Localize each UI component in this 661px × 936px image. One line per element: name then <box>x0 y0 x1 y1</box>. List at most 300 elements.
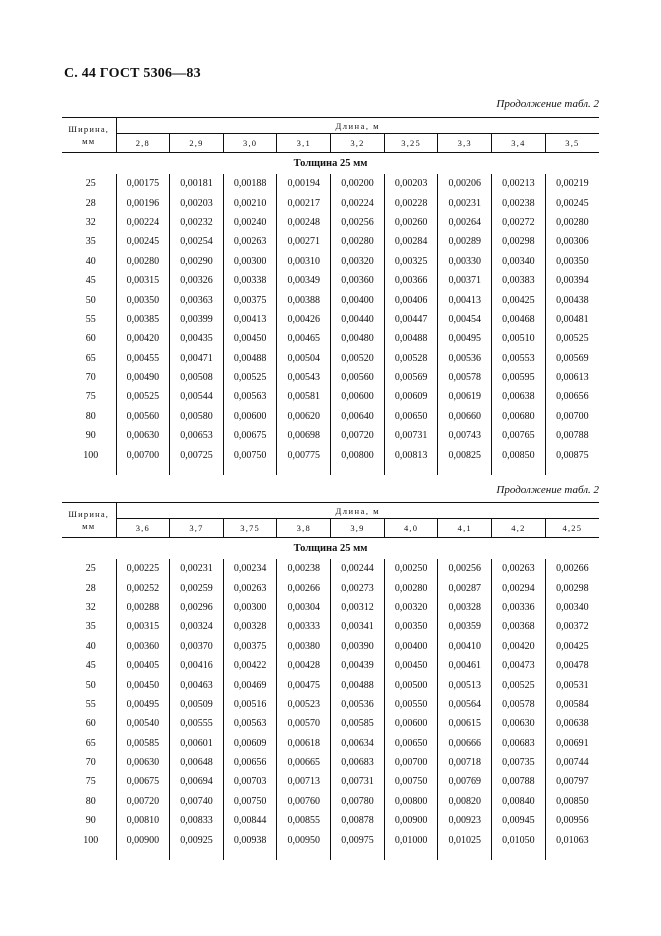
volume-cell: 0,00461 <box>438 656 492 675</box>
volume-cell: 0,00290 <box>170 252 224 271</box>
table-row <box>62 772 599 791</box>
volume-cell: 0,00945 <box>492 811 546 830</box>
volume-cell: 0,00844 <box>223 811 277 830</box>
volume-cell: 0,00694 <box>170 772 224 791</box>
volume-cell: 0,00288 <box>116 598 170 617</box>
volume-cell: 0,00950 <box>277 830 331 849</box>
volume-cell: 0,00203 <box>170 193 224 212</box>
volume-cell: 0,00471 <box>170 349 224 368</box>
volume-cell: 0,00560 <box>116 407 170 426</box>
volume-cell: 0,00656 <box>556 391 589 403</box>
volume-cell: 0,00370 <box>170 637 224 656</box>
table-row <box>62 213 599 232</box>
volume-cell: 0,00525 <box>116 387 170 406</box>
volume-cell: 0,00520 <box>331 349 385 368</box>
volume-cell: 0,00525 <box>492 675 546 694</box>
volume-cell: 0,00400 <box>384 637 438 656</box>
table-row <box>62 174 599 193</box>
table-row <box>62 617 599 636</box>
volume-cell: 0,00609 <box>223 734 277 753</box>
length-value-header: 3,8 <box>277 519 331 538</box>
volume-cell: 0,00775 <box>277 445 331 464</box>
width-cell: 32 <box>62 213 116 232</box>
volume-cell: 0,00368 <box>492 617 546 636</box>
volume-cell: 0,00210 <box>223 193 277 212</box>
table-row <box>62 559 599 578</box>
volume-cell: 0,00300 <box>223 252 277 271</box>
volume-cell: 0,00513 <box>438 675 492 694</box>
volume-cell: 0,00731 <box>331 772 385 791</box>
volume-cell: 0,00228 <box>384 193 438 212</box>
volume-cell: 0,00544 <box>170 387 224 406</box>
table-row <box>62 271 599 290</box>
volume-cell: 0,00473 <box>492 656 546 675</box>
volume-cell: 0,00203 <box>384 174 438 193</box>
volume-cell: 0,00238 <box>277 559 331 578</box>
volume-cell: 0,00500 <box>384 675 438 694</box>
volume-cell: 0,00744 <box>556 757 589 769</box>
volume-cell: 0,00820 <box>438 792 492 811</box>
volume-cell: 0,00797 <box>556 776 589 788</box>
volume-cell: 0,00564 <box>438 695 492 714</box>
volume-cell: 0,00200 <box>331 174 385 193</box>
table-row <box>62 329 599 348</box>
volume-cell: 0,00495 <box>116 695 170 714</box>
volume-cell: 0,00399 <box>170 310 224 329</box>
volume-cell: 0,00630 <box>492 714 546 733</box>
volume-cell: 0,00833 <box>170 811 224 830</box>
width-cell: 90 <box>62 426 116 445</box>
volume-cell: 0,00563 <box>223 714 277 733</box>
volume-cell: 0,00850 <box>556 795 589 807</box>
volume-cell: 0,00406 <box>384 290 438 309</box>
volume-cell: 0,00326 <box>170 271 224 290</box>
volume-cell: 0,00504 <box>277 349 331 368</box>
volume-cell: 0,00825 <box>438 445 492 464</box>
volume-cell: 0,00536 <box>331 695 385 714</box>
volume-cell: 0,00713 <box>277 772 331 791</box>
volume-cell: 0,00648 <box>170 753 224 772</box>
volume-cell: 0,00488 <box>331 675 385 694</box>
page-header: С. 44 ГОСТ 5306—83 <box>64 66 201 81</box>
volume-cell: 0,00550 <box>384 695 438 714</box>
volume-cell: 0,00238 <box>492 193 546 212</box>
volume-cell: 0,00465 <box>277 329 331 348</box>
width-cell: 45 <box>62 656 116 675</box>
table-row <box>62 407 599 426</box>
volume-cell: 0,00438 <box>556 294 589 306</box>
width-cell: 45 <box>62 271 116 290</box>
volume-cell: 0,00938 <box>223 830 277 849</box>
table-row <box>62 578 599 597</box>
volume-cell: 0,00272 <box>492 213 546 232</box>
length-header: Длина, м <box>116 503 599 519</box>
width-cell: 80 <box>62 407 116 426</box>
length-value-header: 4,0 <box>384 519 438 538</box>
volume-cell: 0,00569 <box>556 352 589 364</box>
width-cell: 60 <box>62 329 116 348</box>
table-row <box>62 193 599 212</box>
table-row <box>62 753 599 772</box>
length-value-header: 4,25 <box>545 519 599 538</box>
volume-cell: 0,00280 <box>556 216 589 228</box>
volume-cell: 0,00698 <box>277 426 331 445</box>
volume-cell: 0,00244 <box>331 559 385 578</box>
volume-cell: 0,00581 <box>277 387 331 406</box>
volume-cell: 0,00304 <box>277 598 331 617</box>
volume-cell: 0,00450 <box>384 656 438 675</box>
width-cell: 35 <box>62 617 116 636</box>
volume-cell: 0,00298 <box>492 232 546 251</box>
volume-cell: 0,00743 <box>438 426 492 445</box>
volume-cell: 0,00638 <box>556 718 589 730</box>
volume-cell: 0,00260 <box>384 213 438 232</box>
length-value-header: 4,1 <box>438 519 492 538</box>
volume-cell: 0,00315 <box>116 617 170 636</box>
volume-cell: 0,00810 <box>116 811 170 830</box>
volume-cell: 0,00800 <box>384 792 438 811</box>
volume-cell: 0,00450 <box>223 329 277 348</box>
volume-cell: 0,00263 <box>223 232 277 251</box>
volume-cell: 0,00480 <box>331 329 385 348</box>
volume-cell: 0,00363 <box>170 290 224 309</box>
width-cell: 32 <box>62 598 116 617</box>
volume-cell: 0,00360 <box>331 271 385 290</box>
volume-cell: 0,00420 <box>116 329 170 348</box>
volume-cell: 0,00360 <box>116 637 170 656</box>
volume-cell: 0,00420 <box>492 637 546 656</box>
volume-cell: 0,00271 <box>277 232 331 251</box>
volume-cell: 0,00620 <box>277 407 331 426</box>
length-values-row <box>62 519 599 538</box>
volume-cell: 0,00336 <box>492 598 546 617</box>
volume-cell: 0,00691 <box>556 737 589 749</box>
volume-cell: 0,00666 <box>438 734 492 753</box>
volume-cell: 0,00585 <box>116 734 170 753</box>
width-column-header: Ширина, мм <box>62 118 116 153</box>
width-cell: 70 <box>62 368 116 387</box>
volume-cell: 0,00510 <box>492 329 546 348</box>
volume-cell: 0,00900 <box>116 830 170 849</box>
volume-cell: 0,00731 <box>384 426 438 445</box>
volume-cell: 0,00188 <box>223 174 277 193</box>
volume-cell: 0,00543 <box>277 368 331 387</box>
volume-cell: 0,00540 <box>116 714 170 733</box>
volume-cell: 0,00923 <box>438 811 492 830</box>
volume-cell: 0,00266 <box>277 578 331 597</box>
volume-cell: 0,00555 <box>170 714 224 733</box>
table-row <box>62 290 599 309</box>
volume-cell: 0,00294 <box>492 578 546 597</box>
volume-table-2 <box>62 502 599 860</box>
volume-cell: 0,00780 <box>331 792 385 811</box>
volume-cell: 0,00481 <box>556 313 589 325</box>
table-row <box>62 675 599 694</box>
table-row <box>62 811 599 830</box>
volume-cell: 0,00536 <box>438 349 492 368</box>
volume-cell: 0,00422 <box>223 656 277 675</box>
volume-cell: 0,00234 <box>223 559 277 578</box>
volume-cell: 0,00528 <box>384 349 438 368</box>
width-cell: 90 <box>62 811 116 830</box>
volume-cell: 0,00405 <box>116 656 170 675</box>
volume-cell: 0,00245 <box>116 232 170 251</box>
volume-cell: 0,00516 <box>223 695 277 714</box>
width-cell: 28 <box>62 578 116 597</box>
volume-cell: 0,00523 <box>277 695 331 714</box>
volume-cell: 0,00219 <box>556 178 589 190</box>
volume-cell: 0,00328 <box>223 617 277 636</box>
volume-cell: 0,00312 <box>331 598 385 617</box>
volume-cell: 0,00413 <box>223 310 277 329</box>
volume-cell: 0,00380 <box>277 637 331 656</box>
volume-cell: 0,01025 <box>438 830 492 849</box>
volume-cell: 0,00570 <box>277 714 331 733</box>
volume-cell: 0,00840 <box>492 792 546 811</box>
volume-cell: 0,00740 <box>170 792 224 811</box>
width-cell: 35 <box>62 232 116 251</box>
volume-cell: 0,00372 <box>556 621 589 633</box>
volume-cell: 0,00490 <box>116 368 170 387</box>
volume-cell: 0,00875 <box>556 449 589 461</box>
volume-cell: 0,00280 <box>116 252 170 271</box>
volume-cell: 0,00720 <box>331 426 385 445</box>
volume-cell: 0,00366 <box>384 271 438 290</box>
volume-cell: 0,00509 <box>170 695 224 714</box>
volume-cell: 0,00280 <box>331 232 385 251</box>
volume-cell: 0,00263 <box>492 559 546 578</box>
volume-cell: 0,00231 <box>170 559 224 578</box>
volume-cell: 0,00600 <box>384 714 438 733</box>
volume-cell: 0,00601 <box>170 734 224 753</box>
volume-cell: 0,00248 <box>277 213 331 232</box>
volume-cell: 0,00447 <box>384 310 438 329</box>
length-value-header: 3,75 <box>223 519 277 538</box>
volume-cell: 0,00718 <box>438 753 492 772</box>
length-value-header: 3,9 <box>331 519 385 538</box>
volume-cell: 0,00615 <box>438 714 492 733</box>
volume-cell: 0,00388 <box>277 290 331 309</box>
volume-cell: 0,00618 <box>277 734 331 753</box>
volume-cell: 0,00213 <box>492 174 546 193</box>
volume-cell: 0,00488 <box>384 329 438 348</box>
volume-cell: 0,00280 <box>384 578 438 597</box>
volume-cell: 0,00595 <box>492 368 546 387</box>
volume-cell: 0,00600 <box>223 407 277 426</box>
volume-cell: 0,00435 <box>170 329 224 348</box>
length-value-header: 3,3 <box>438 134 492 153</box>
volume-cell: 0,00675 <box>116 772 170 791</box>
volume-cell: 0,00426 <box>277 310 331 329</box>
width-column-header: Ширина, мм <box>62 503 116 538</box>
volume-cell: 0,00330 <box>438 252 492 271</box>
volume-cell: 0,00525 <box>556 333 589 345</box>
volume-cell: 0,00375 <box>223 637 277 656</box>
volume-cell: 0,00720 <box>116 792 170 811</box>
volume-cell: 0,00769 <box>438 772 492 791</box>
volume-cell: 0,00338 <box>223 271 277 290</box>
volume-cell: 0,00196 <box>116 193 170 212</box>
width-cell: 65 <box>62 734 116 753</box>
volume-cell: 0,00175 <box>116 174 170 193</box>
volume-cell: 0,00340 <box>556 601 589 613</box>
volume-cell: 0,00700 <box>556 410 589 422</box>
length-value-header: 3,4 <box>492 134 546 153</box>
volume-cell: 0,00325 <box>384 252 438 271</box>
volume-cell: 0,01063 <box>556 834 589 846</box>
volume-cell: 0,00813 <box>384 445 438 464</box>
volume-cell: 0,00254 <box>170 232 224 251</box>
volume-cell: 0,00284 <box>384 232 438 251</box>
volume-cell: 0,00700 <box>116 445 170 464</box>
volume-cell: 0,00224 <box>331 193 385 212</box>
volume-cell: 0,00289 <box>438 232 492 251</box>
volume-cell: 0,00306 <box>556 236 589 248</box>
width-cell: 100 <box>62 830 116 849</box>
volume-cell: 0,00315 <box>116 271 170 290</box>
volume-cell: 0,00287 <box>438 578 492 597</box>
width-cell: 100 <box>62 445 116 464</box>
volume-cell: 0,00428 <box>277 656 331 675</box>
volume-cell: 0,00956 <box>556 815 589 827</box>
volume-cell: 0,00425 <box>556 640 589 652</box>
volume-cell: 0,00585 <box>331 714 385 733</box>
volume-cell: 0,00245 <box>556 197 589 209</box>
width-cell: 50 <box>62 290 116 309</box>
volume-cell: 0,00650 <box>384 407 438 426</box>
width-cell: 55 <box>62 695 116 714</box>
volume-cell: 0,00250 <box>384 559 438 578</box>
volume-cell: 0,00665 <box>277 753 331 772</box>
volume-cell: 0,00400 <box>331 290 385 309</box>
volume-cell: 0,00324 <box>170 617 224 636</box>
volume-cell: 0,00468 <box>492 310 546 329</box>
volume-cell: 0,00232 <box>170 213 224 232</box>
volume-cell: 0,00469 <box>223 675 277 694</box>
length-value-header: 2,8 <box>116 134 170 153</box>
volume-cell: 0,00475 <box>277 675 331 694</box>
width-cell: 25 <box>62 174 116 193</box>
volume-cell: 0,00359 <box>438 617 492 636</box>
volume-cell: 0,00225 <box>116 559 170 578</box>
table-row <box>62 368 599 387</box>
volume-cell: 0,00675 <box>223 426 277 445</box>
table-row <box>62 349 599 368</box>
volume-cell: 0,00703 <box>223 772 277 791</box>
volume-cell: 0,00350 <box>384 617 438 636</box>
table-row <box>62 445 599 464</box>
volume-cell: 0,00439 <box>331 656 385 675</box>
table-row <box>62 734 599 753</box>
volume-cell: 0,00273 <box>331 578 385 597</box>
volume-cell: 0,00440 <box>331 310 385 329</box>
volume-cell: 0,00181 <box>170 174 224 193</box>
volume-cell: 0,00455 <box>116 349 170 368</box>
volume-cell: 0,00750 <box>223 445 277 464</box>
volume-cell: 0,00700 <box>384 753 438 772</box>
width-cell: 55 <box>62 310 116 329</box>
volume-cell: 0,00416 <box>170 656 224 675</box>
volume-cell: 0,00349 <box>277 271 331 290</box>
volume-cell: 0,00256 <box>438 559 492 578</box>
volume-cell: 0,00850 <box>492 445 546 464</box>
volume-cell: 0,00390 <box>331 637 385 656</box>
length-value-header: 3,5 <box>545 134 599 153</box>
table-row <box>62 310 599 329</box>
volume-cell: 0,00760 <box>277 792 331 811</box>
length-value-header: 4,2 <box>492 519 546 538</box>
volume-cell: 0,00563 <box>223 387 277 406</box>
volume-cell: 0,00340 <box>492 252 546 271</box>
thickness-label: Толщина 25 мм <box>293 158 368 169</box>
volume-cell: 0,00320 <box>384 598 438 617</box>
volume-cell: 0,00600 <box>331 387 385 406</box>
volume-cell: 0,00788 <box>492 772 546 791</box>
table-row <box>62 598 599 617</box>
volume-cell: 0,00609 <box>384 387 438 406</box>
volume-cell: 0,00975 <box>331 830 385 849</box>
width-cell: 75 <box>62 772 116 791</box>
volume-cell: 0,00925 <box>170 830 224 849</box>
volume-cell: 0,00680 <box>492 407 546 426</box>
volume-cell: 0,00240 <box>223 213 277 232</box>
width-cell: 70 <box>62 753 116 772</box>
volume-cell: 0,00619 <box>438 387 492 406</box>
volume-cell: 0,00765 <box>492 426 546 445</box>
table-row <box>62 252 599 271</box>
volume-cell: 0,00634 <box>331 734 385 753</box>
volume-cell: 0,00298 <box>556 582 589 594</box>
volume-cell: 0,00328 <box>438 598 492 617</box>
volume-cell: 0,00333 <box>277 617 331 636</box>
volume-cell: 0,00878 <box>331 811 385 830</box>
table-row <box>62 637 599 656</box>
volume-cell: 0,00263 <box>223 578 277 597</box>
volume-cell: 0,00584 <box>556 698 589 710</box>
table-row <box>62 792 599 811</box>
table-row <box>62 387 599 406</box>
volume-cell: 0,00750 <box>384 772 438 791</box>
volume-cell: 0,00531 <box>556 679 589 691</box>
table-row <box>62 714 599 733</box>
volume-cell: 0,00296 <box>170 598 224 617</box>
volume-cell: 0,00478 <box>556 660 589 672</box>
length-header: Длина, м <box>116 118 599 134</box>
volume-table-1 <box>62 117 599 475</box>
table-row <box>62 695 599 714</box>
volume-cell: 0,00660 <box>438 407 492 426</box>
volume-cell: 0,00900 <box>384 811 438 830</box>
volume-cell: 0,00855 <box>277 811 331 830</box>
volume-cell: 0,00463 <box>170 675 224 694</box>
volume-cell: 0,00224 <box>116 213 170 232</box>
volume-cell: 0,00578 <box>492 695 546 714</box>
volume-cell: 0,01050 <box>492 830 546 849</box>
volume-cell: 0,00683 <box>331 753 385 772</box>
length-value-header: 3,7 <box>170 519 224 538</box>
volume-cell: 0,00450 <box>116 675 170 694</box>
volume-cell: 0,00560 <box>331 368 385 387</box>
width-cell: 75 <box>62 387 116 406</box>
volume-cell: 0,00256 <box>331 213 385 232</box>
volume-cell: 0,00350 <box>116 290 170 309</box>
volume-cell: 0,00650 <box>384 734 438 753</box>
table-row <box>62 830 599 849</box>
length-value-header: 3,25 <box>384 134 438 153</box>
volume-cell: 0,00630 <box>116 426 170 445</box>
volume-cell: 0,00252 <box>116 578 170 597</box>
volume-cell: 0,00640 <box>331 407 385 426</box>
